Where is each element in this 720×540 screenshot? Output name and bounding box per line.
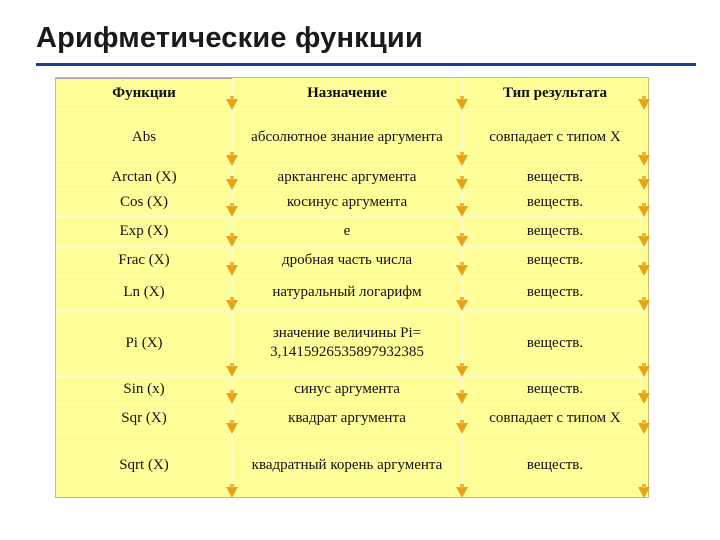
arrow-marker-icon — [226, 236, 238, 247]
title-underline — [36, 63, 696, 66]
arrow-marker-icon — [638, 423, 650, 434]
row-divider — [56, 109, 648, 110]
function-name-cell: Sqrt (X) — [119, 456, 169, 473]
table-header-purpose: Назначение — [307, 85, 387, 101]
arrow-marker-icon — [226, 423, 238, 434]
table-header-result-type: Тип результата — [503, 85, 607, 101]
function-name-cell: Abs — [131, 128, 157, 145]
arrow-marker-icon — [638, 487, 650, 498]
arrow-marker-icon — [638, 236, 650, 247]
arrow-marker-icon — [226, 393, 238, 404]
arrow-marker-icon — [638, 393, 650, 404]
table-header-functions: Функции — [112, 85, 176, 101]
functions-table — [55, 77, 649, 498]
arrow-marker-icon — [456, 99, 468, 110]
arrow-marker-icon — [456, 393, 468, 404]
row-divider — [56, 403, 648, 404]
arrow-marker-icon — [226, 99, 238, 110]
function-name-cell: Arctan (X) — [111, 168, 177, 185]
purpose-cell: синус аргумента — [294, 381, 400, 397]
function-name-cell: Pi (X) — [125, 334, 163, 351]
result-type-cell: веществ. — [526, 334, 584, 351]
result-type-cell: веществ. — [526, 381, 584, 397]
arrow-marker-icon — [226, 155, 238, 166]
arrow-marker-icon — [456, 265, 468, 276]
purpose-cell: значение величины Pi= 3,1415926535897932385 — [270, 325, 424, 360]
result-type-cell: веществ. — [526, 284, 584, 300]
arrow-marker-icon — [456, 206, 468, 217]
arrow-marker-icon — [226, 300, 238, 311]
purpose-cell: косинус аргумента — [286, 194, 408, 210]
row-divider — [56, 310, 648, 311]
row-divider — [56, 165, 648, 166]
header-top-line — [56, 78, 232, 79]
purpose-cell: квадратный корень аргумента — [251, 456, 443, 473]
row-divider — [56, 246, 648, 247]
function-name-cell: Ln (X) — [123, 284, 165, 300]
arrow-marker-icon — [456, 487, 468, 498]
purpose-cell: арктангенс аргумента — [277, 168, 417, 185]
function-name-cell: Frac (X) — [118, 252, 170, 268]
function-name-cell: Cos (X) — [120, 194, 168, 210]
result-type-cell: веществ. — [526, 252, 584, 268]
arrow-marker-icon — [226, 366, 238, 377]
purpose-cell: квадрат аргумента — [288, 409, 406, 426]
purpose-cell: дробная часть числа — [282, 252, 412, 268]
row-divider — [56, 275, 648, 276]
row-divider — [56, 376, 648, 377]
arrow-marker-icon — [226, 487, 238, 498]
arrow-marker-icon — [226, 206, 238, 217]
result-type-cell: веществ. — [526, 222, 584, 239]
arrow-marker-icon — [638, 265, 650, 276]
arrow-marker-icon — [638, 155, 650, 166]
purpose-cell: абсолютное знание аргумента — [251, 128, 443, 145]
column-divider — [462, 78, 463, 497]
result-type-cell: веществ. — [526, 168, 584, 185]
row-divider — [56, 433, 648, 434]
arrow-marker-icon — [638, 179, 650, 190]
arrow-marker-icon — [638, 99, 650, 110]
arrow-marker-icon — [226, 179, 238, 190]
arrow-marker-icon — [226, 265, 238, 276]
result-type-cell: веществ. — [526, 194, 584, 210]
result-type-cell: совпадает с типом X — [489, 128, 621, 145]
purpose-cell: e — [343, 222, 351, 239]
function-name-cell: Exp (X) — [119, 222, 169, 239]
arrow-marker-icon — [456, 236, 468, 247]
arrow-marker-icon — [456, 179, 468, 190]
arrow-marker-icon — [456, 155, 468, 166]
arrow-marker-icon — [456, 366, 468, 377]
function-name-cell: Sqr (X) — [121, 409, 167, 426]
arrow-marker-icon — [638, 300, 650, 311]
page-title: Арифметические функции — [36, 22, 423, 54]
row-divider — [56, 216, 648, 217]
arrow-marker-icon — [456, 423, 468, 434]
column-divider — [232, 78, 233, 497]
purpose-cell: натуральный логарифм — [272, 284, 422, 300]
function-name-cell: Sin (x) — [123, 381, 165, 397]
row-divider — [56, 189, 648, 190]
result-type-cell: веществ. — [526, 456, 584, 473]
arrow-marker-icon — [638, 206, 650, 217]
result-type-cell: совпадает с типом X — [489, 409, 621, 426]
arrow-marker-icon — [638, 366, 650, 377]
arrow-marker-icon — [456, 300, 468, 311]
